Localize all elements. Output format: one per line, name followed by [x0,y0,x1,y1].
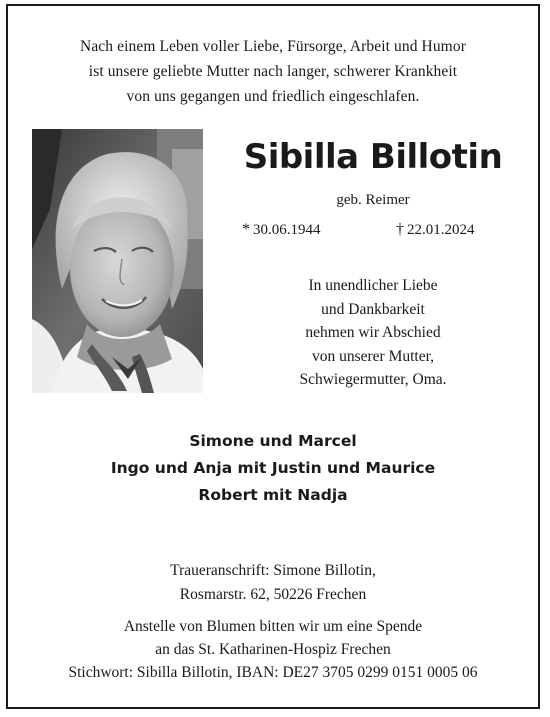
birth-date [242,221,321,239]
intro-line: ist unsere geliebte Mutter nach langer, schwerer Krankheit [88,63,458,80]
portrait-photo [32,129,203,393]
obituary-frame [6,4,540,709]
farewell-line: In unendlicher Liebe [308,277,438,294]
family-line: Robert mit Nadja [198,486,348,504]
address-line: Rosmarstr. 62, 50226 Frechen [179,586,367,603]
death-cross-icon: † [396,221,404,238]
intro-line: Nach einem Leben voller Liebe, Fürsorge, Arbeit und Humor [80,38,466,55]
farewell-text [288,274,458,392]
family-line: Simone und Marcel [189,432,357,450]
maiden-name: geb. Reimer [336,192,410,208]
death-date-value: 22.01.2024 [407,222,475,238]
birth-date-value: 30.06.1944 [253,222,321,238]
donation-note [8,615,538,684]
farewell-line: nehmen wir Abschied [305,324,441,341]
deceased-name: Sibilla Billotin [243,137,503,177]
farewell-line: von unserer Mutter, [311,347,435,365]
donation-line: Anstelle von Blumen bitten wir um eine Spende [123,618,423,635]
farewell-line: Schwiegermutter, Oma. [299,371,447,388]
family-line: Ingo und Anja mit Justin und Maurice [110,459,436,477]
donation-line: Stichwort: Sibilla Billotin, IBAN: DE27 3705 0299 0151 0005 06 [68,664,478,681]
donation-line: an das St. Katharinen-Hospiz Frechen [155,641,391,658]
birth-star-icon: * [242,221,250,238]
intro-line: von uns gegangen und friedlich eingeschlafen. [126,88,420,105]
farewell-line: und Dankbarkeit [321,300,425,318]
death-date [396,221,475,239]
intro-text [8,34,538,109]
family-signatures [8,428,538,509]
mourning-address [8,559,538,607]
address-line: Traueranschrift: Simone Billotin, [170,562,376,579]
